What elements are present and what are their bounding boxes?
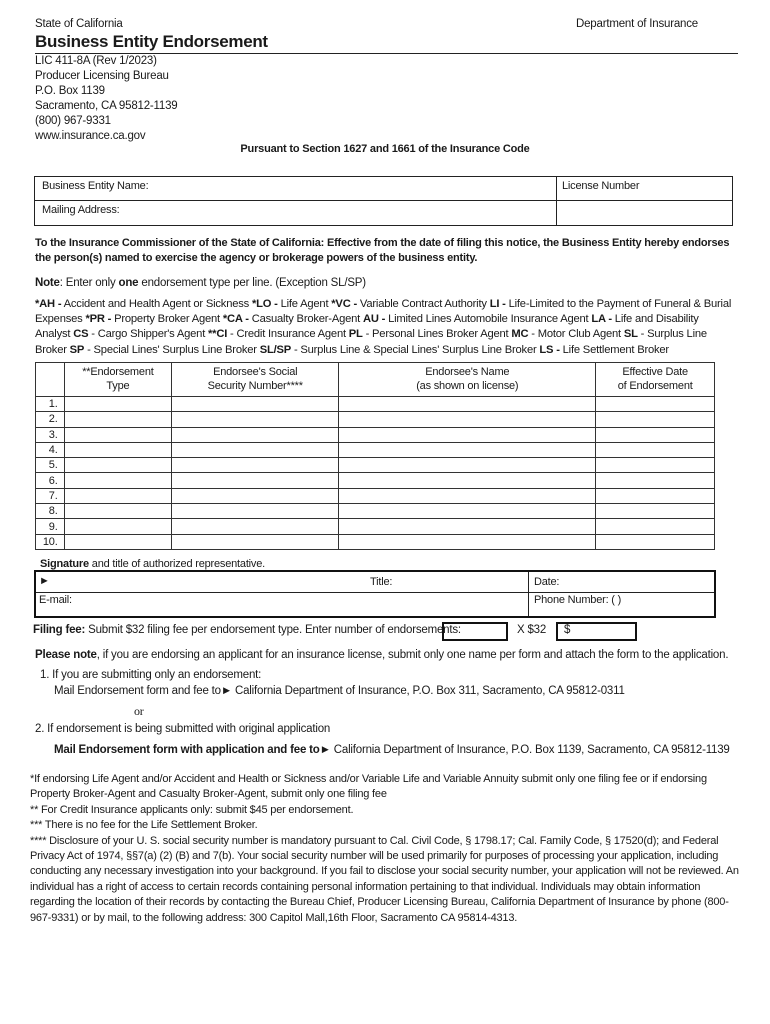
please-note [35,649,728,661]
code: LS - [539,343,560,356]
instruction-item-2: 2. If endorsement is being submitted with original application [35,723,331,735]
name-cell[interactable] [339,458,596,473]
code-desc: Life Settlement Broker [559,343,669,356]
code: SL/SP [259,343,292,356]
name-cell[interactable] [339,442,596,457]
header-line: (as shown on license) [416,380,519,392]
code: LI - [489,298,506,310]
signature-label [40,558,265,570]
entity-info-box [34,176,733,226]
code: **CI [208,328,228,341]
type-cell[interactable] [64,397,172,412]
note-pre: : Enter only [59,277,119,289]
or-separator: or [134,704,144,718]
name-cell[interactable] [339,427,596,442]
row-number-header [36,363,65,397]
footnote: ** For Credit Insurance applicants only: submit $45 per endorsement. [30,803,354,816]
code-desc: - Motor Club Agent [528,328,624,341]
type-cell[interactable] [64,504,172,519]
dollar-sign: $ [564,624,571,636]
note-post: endorsement type per line. (Exception SL/SP) [138,277,366,289]
header-line: **Endorsement [82,366,154,378]
code-desc: - Cargo Shipper's Agent [88,328,209,341]
date-cell[interactable] [596,412,715,427]
arrow-icon: ► [220,685,233,697]
pursuant-heading: Pursuant to Section 1627 and 1661 of the Insurance Code [240,143,530,155]
ssn-cell[interactable] [172,519,339,534]
type-cell[interactable] [64,427,172,442]
type-cell[interactable] [64,412,172,427]
code: *PR - [85,313,112,326]
date-cell[interactable] [596,534,715,549]
signature-box [34,570,716,618]
address-line: Sacramento, CA 95812-1139 [35,100,178,112]
row-number: 8. [36,504,65,519]
endorsee-name-header [339,363,596,397]
code-desc: - Surplus Line & Special Lines' Surplus Line Broker [291,343,540,356]
code: AU - [362,313,386,326]
name-cell[interactable] [339,534,596,549]
date-cell[interactable] [596,488,715,503]
please-note-label: Please note [35,649,97,661]
type-cell[interactable] [64,473,172,488]
date-cell[interactable] [596,442,715,457]
code-desc: - Personal Lines Broker Agent [362,328,512,341]
code: LA - [591,313,612,326]
code-desc: Property Broker Agent [111,313,223,326]
instruction-item-1: 1. If you are submitting only an endorsement: [40,669,262,681]
ssn-cell[interactable] [172,488,339,503]
table-row [36,488,715,503]
website-line[interactable]: www.insurance.ca.gov [35,130,146,142]
endorsement-table [35,362,715,550]
footnote: *If endorsing Life Agent and/or Accident and Health or Sickness and/or Variable Life and Variable Annuity submit only one filing fee or if endorsing Property Broker-Agent and Casualty Broker-Agent, submit only one filing fee [30,773,707,801]
ssn-cell[interactable] [172,397,339,412]
row-number: 3. [36,427,65,442]
effective-date-header [596,363,715,397]
signature-label-bold: Signature [40,558,89,570]
divider [528,572,529,616]
row-number: 10. [36,534,65,549]
header-line: Endorsee's Social [213,366,298,378]
header-line: Endorsee's Name [425,366,510,378]
header-line: Security Number**** [207,380,303,392]
code: SP [69,343,85,356]
fee-multiplier: X $32 [517,624,547,636]
endorsement-count-input[interactable] [442,622,508,641]
date-cell[interactable] [596,504,715,519]
mail-text: Mail Endorsement form with application and fee to [54,744,320,756]
header-line: Effective Date [622,366,688,378]
filing-fee-label: Filing fee: [33,624,86,636]
code: SL [623,328,638,341]
header-line: of Endorsement [617,380,693,392]
table-header-row [36,363,715,397]
divider [36,592,714,593]
footnote: **** Disclosure of your U. S. social security number is mandatory pursuant to Cal. Civil Code, § 1798.17; Cal. Family Code, § 17520(d); and Federal Privacy Act of 1974, §§7(a) (2) (B) and 7(b). Your social security number will be used primarily for purposes of processing your application, including conducting any necessary investigation into your background. If you fail to disclose your social security number, your application will not be reviewed. An individual has a right of access to certain records containing personal information pertaining to that individual. Individuals may obtain information regarding the location of their records by contacting the Bureau Chief, Producer Licensing Bureau, California Department of Insurance by phone (800-967-9331) or by mail, to the following address: 300 Capitol Mall,16th Floor, Sacramento CA 95814-4313. [30,834,739,924]
row-number: 6. [36,473,65,488]
endorsement-codes-legend [35,297,735,358]
filing-fee-line [33,624,461,636]
type-cell[interactable] [64,488,172,503]
code-desc: Casualty Broker-Agent [248,313,363,326]
type-cell[interactable] [64,442,172,457]
footnote: *** There is no fee for the Life Settlement Broker. [30,819,258,832]
footnotes [30,772,740,926]
type-cell[interactable] [64,519,172,534]
address-line: P.O. Box 1139 [35,85,105,97]
signature-label-rest: and title of authorized representative. [88,558,265,570]
table-row [36,473,715,488]
code-desc: Variable Contract Authority [357,298,490,310]
table-row [36,458,715,473]
table-row [36,442,715,457]
name-cell[interactable] [339,504,596,519]
code-desc: Life and Disability Analyst [35,313,699,341]
name-cell[interactable] [339,519,596,534]
phone-field[interactable]: Phone Number: ( ) [534,594,622,606]
note-label: Note [35,277,60,289]
table-row [36,397,715,412]
signature-arrow-icon[interactable]: ► [39,575,50,587]
mail-address: California Department of Insurance, P.O. Box 311, Sacramento, CA 95812-0311 [232,685,625,697]
divider [35,200,556,201]
row-number: 9. [36,519,65,534]
ssn-cell[interactable] [172,534,339,549]
header-line: Type [106,380,130,392]
ssn-cell[interactable] [172,473,339,488]
note-emphasis: one [118,277,139,289]
table-row [36,504,715,519]
date-cell[interactable] [596,427,715,442]
note-line [35,277,366,289]
divider [556,177,557,225]
code-desc: Life Agent [277,298,332,310]
address-block [35,54,177,144]
state-label: State of California [35,18,123,30]
table-row [36,427,715,442]
date-cell[interactable] [596,519,715,534]
address-line: Producer Licensing Bureau [35,70,169,82]
name-cell[interactable] [339,473,596,488]
mail-text: Mail Endorsement form and fee to [54,685,221,697]
code: *VC - [331,298,358,310]
row-number: 4. [36,442,65,457]
code: *CA - [222,313,249,326]
email-field[interactable]: E-mail: [39,594,72,606]
table-row [36,412,715,427]
code-desc: Life-Limited to the Payment of Funeral & Burial Expenses [35,298,732,326]
mailing-address-field[interactable]: Mailing Address: [42,204,120,216]
code-desc: Limited Lines Automobile Insurance Agent [385,313,592,326]
ssn-cell[interactable] [172,458,339,473]
instruction-item-2-mail [54,744,730,756]
code: PL [348,328,363,341]
ssn-cell[interactable] [172,412,339,427]
instruction-item-1-mail [54,685,625,697]
endorsement-type-header [64,363,172,397]
code: *AH - [35,298,62,310]
code-desc: - Special Lines' Surplus Line Broker [84,343,260,356]
code-desc: - Credit Insurance Agent [227,328,349,341]
phone-line: (800) 967-9331 [35,115,111,127]
please-note-text: , if you are endorsing an applicant for an insurance license, submit only one name per form and attach the form to the application. [96,649,729,661]
department-label: Department of Insurance [576,18,698,30]
name-cell[interactable] [339,412,596,427]
type-cell[interactable] [64,534,172,549]
type-cell[interactable] [64,458,172,473]
mail-address: California Department of Insurance, P.O. Box 1139, Sacramento, CA 95812-1139 [330,744,730,756]
table-row [36,534,715,549]
title-field[interactable]: Title: [370,576,393,588]
date-field[interactable]: Date: [534,576,560,588]
row-number: 5. [36,458,65,473]
code: CS [73,328,89,341]
name-cell[interactable] [339,488,596,503]
code-desc: Accident and Health Agent or Sickness [61,298,252,310]
filing-fee-text: Submit $32 filing fee per endorsement type. Enter number of endorsements: [85,624,461,636]
date-cell[interactable] [596,458,715,473]
table-row [36,519,715,534]
ssn-header [172,363,339,397]
code-desc: - Surplus Line Broker [35,328,707,356]
row-number: 7. [36,488,65,503]
ssn-cell[interactable] [172,427,339,442]
ssn-cell[interactable] [172,442,339,457]
row-number: 1. [36,397,65,412]
name-cell[interactable] [339,397,596,412]
intro-statement: To the Insurance Commissioner of the State of California: Effective from the date of filing this notice, the Business Entity hereby endorses the person(s) named to exercise the agency or brokerage powers of the business entity. [35,237,730,264]
date-cell[interactable] [596,397,715,412]
date-cell[interactable] [596,473,715,488]
row-number: 2. [36,412,65,427]
license-number-field[interactable]: License Number [562,180,640,192]
fee-total-input[interactable] [556,622,637,641]
code: MC [511,328,529,341]
divider [556,200,732,201]
form-title: Business Entity Endorsement [35,32,268,51]
form-number: LIC 411-8A (Rev 1/2023) [35,55,157,67]
code: *LO - [251,298,278,310]
arrow-icon: ► [319,744,331,756]
ssn-cell[interactable] [172,504,339,519]
entity-name-field[interactable]: Business Entity Name: [42,180,149,192]
